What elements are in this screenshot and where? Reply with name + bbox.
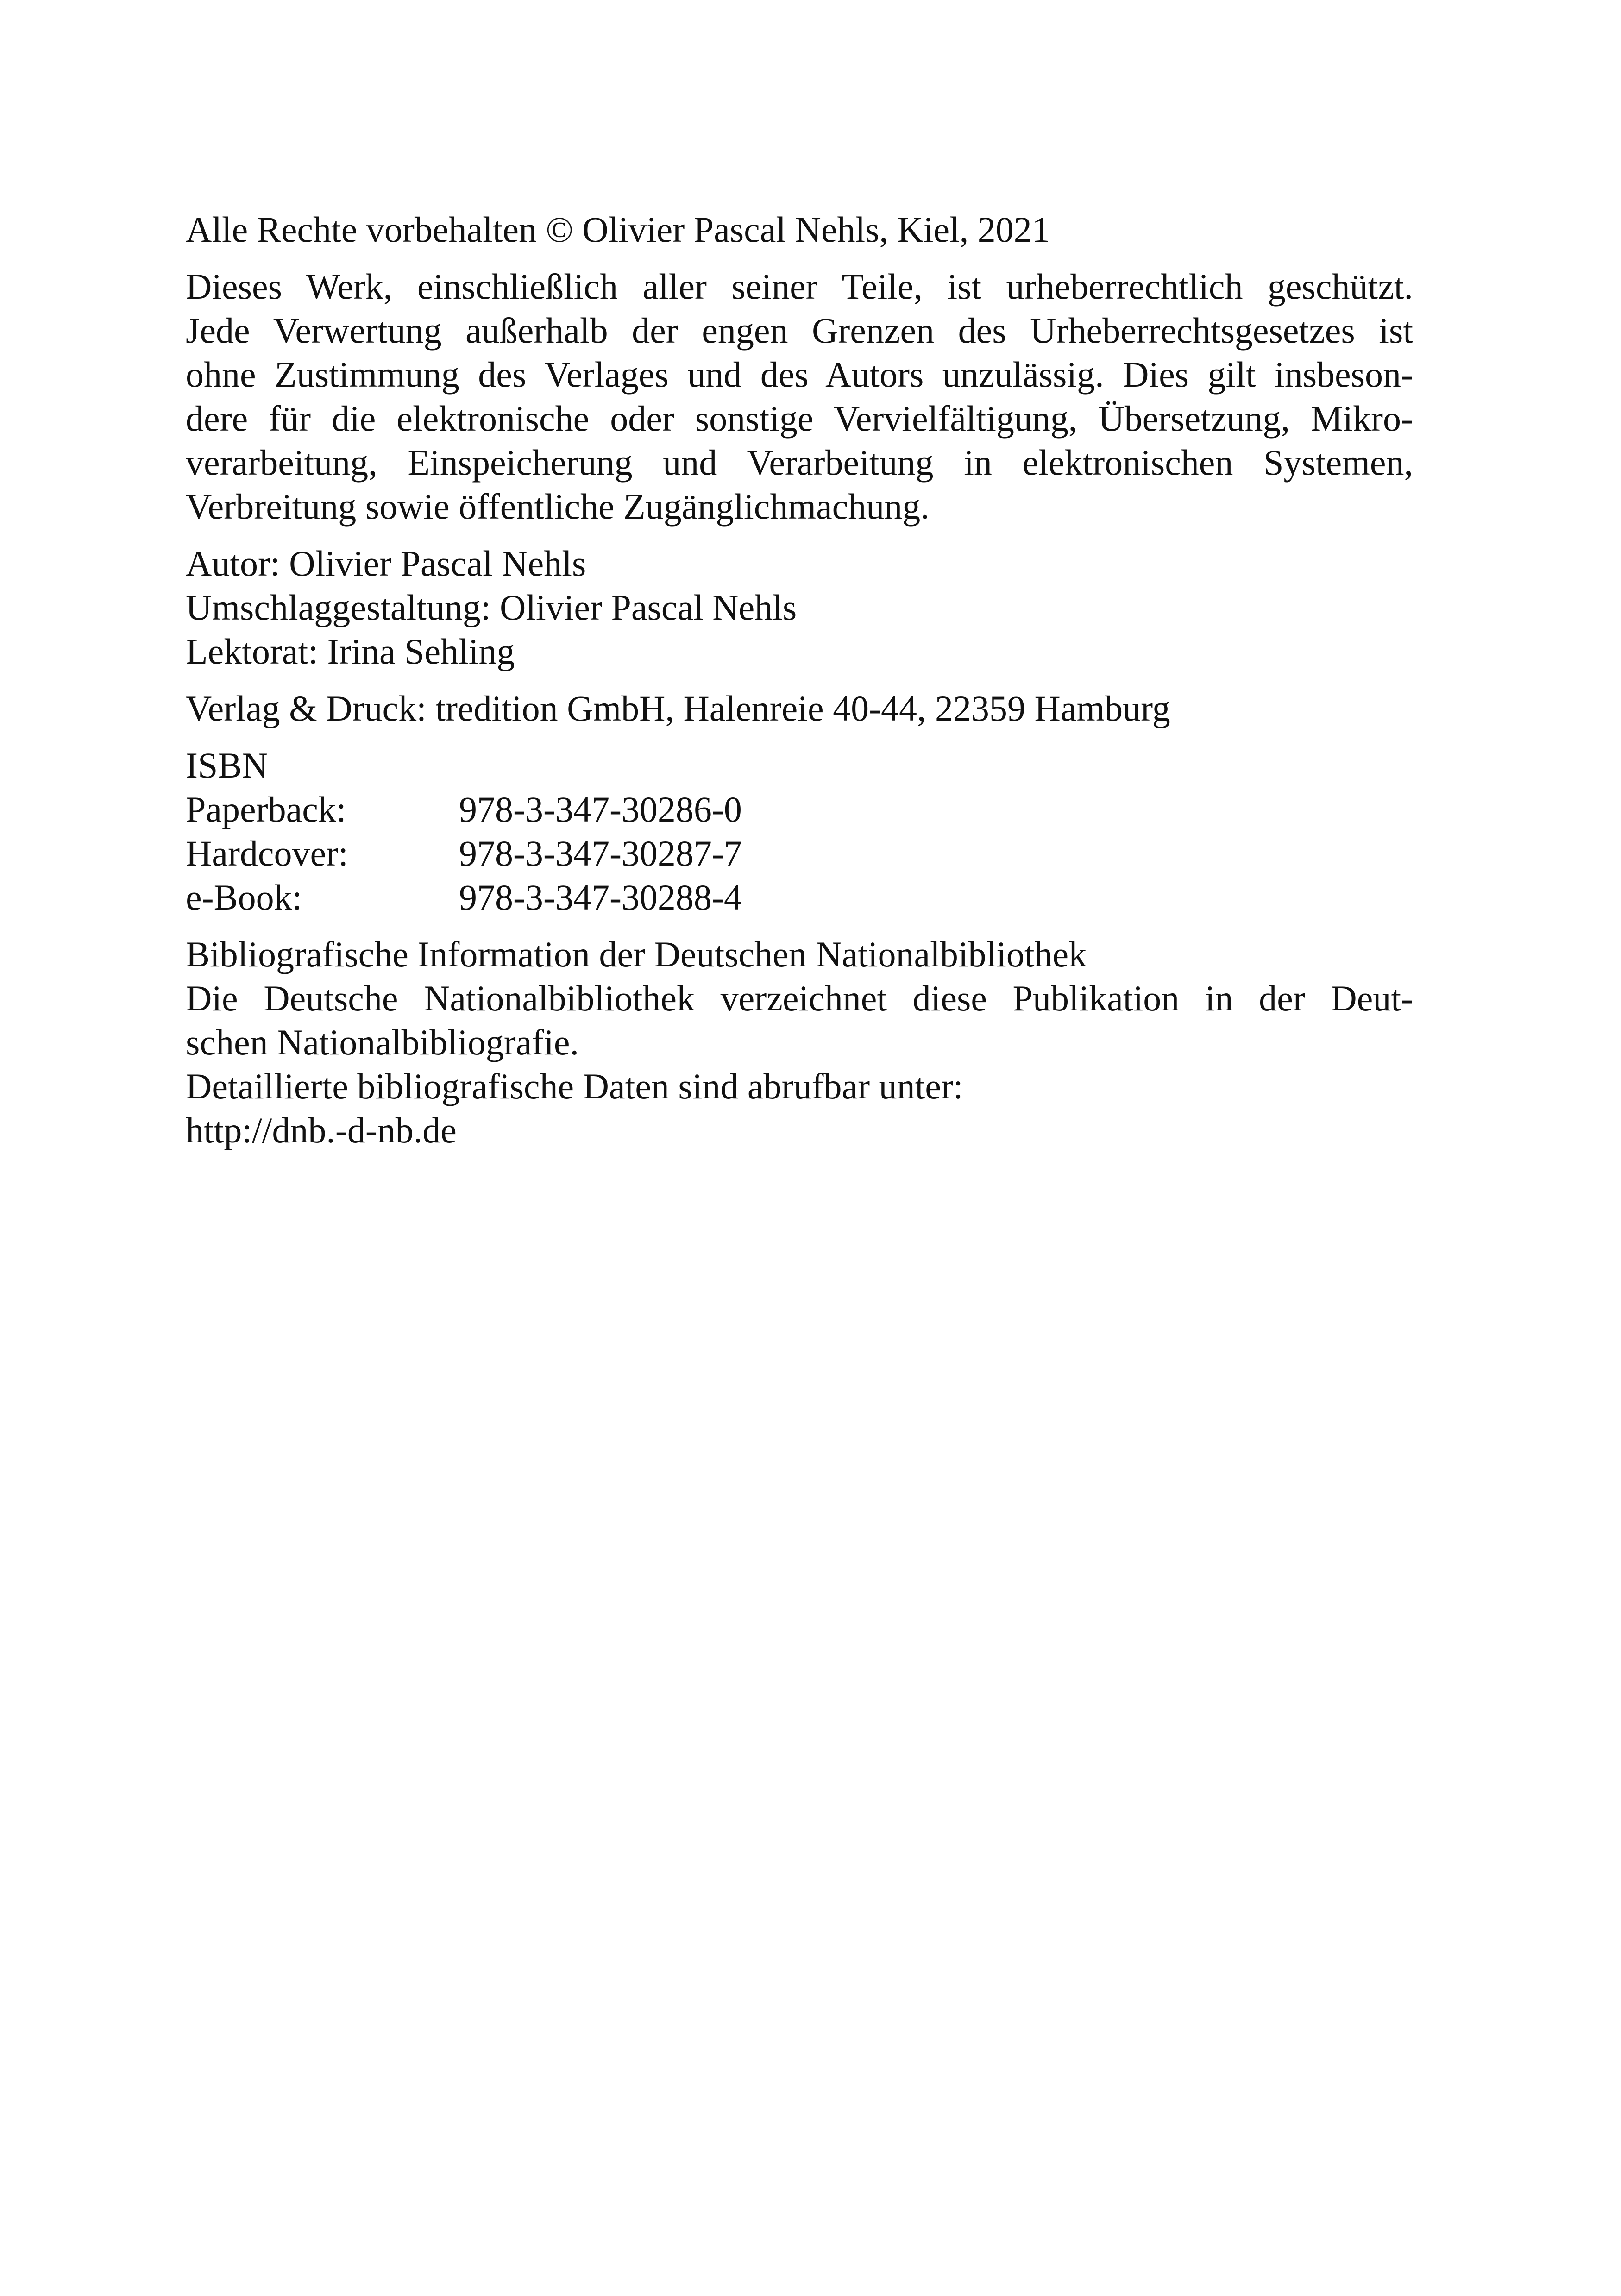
isbn-label: Hardcover: bbox=[186, 833, 348, 873]
credits-block bbox=[186, 541, 1413, 673]
isbn-row-ebook bbox=[186, 875, 1413, 919]
dnb-url-link[interactable]: http://dnb.-d-nb.de bbox=[186, 1110, 457, 1150]
isbn-heading: ISBN bbox=[186, 745, 268, 785]
rights-line: Verbreitung sowie öffentliche Zugänglichmachung. bbox=[186, 486, 930, 527]
isbn-number: 978-3-347-30288-4 bbox=[459, 877, 742, 917]
publisher-block bbox=[186, 686, 1413, 730]
bibliographic-heading: Bibliografische Information der Deutschen Nationalbibliothek bbox=[186, 934, 1087, 974]
isbn-block bbox=[186, 743, 1413, 919]
bibliographic-line: Die Deutsche Nationalbibliothek verzeichnet diese Publikation in der Deut- bbox=[186, 978, 1413, 1018]
publisher-line: Verlag & Druck: tredition GmbH, Halenreie 40-44, 22359 Hamburg bbox=[186, 688, 1170, 728]
cover-design-credit: Umschlaggestaltung: Olivier Pascal Nehls bbox=[186, 587, 797, 627]
bibliographic-line: schen Nationalbibliografie. bbox=[186, 1022, 579, 1062]
copyright-line: Alle Rechte vorbehalten © Olivier Pascal Nehls, Kiel, 2021 bbox=[186, 209, 1050, 250]
rights-line: verarbeitung, Einspeicherung und Verarbeitung in elektronischen Systemen, bbox=[186, 442, 1413, 483]
isbn-row-paperback bbox=[186, 787, 1413, 831]
bibliographic-block bbox=[186, 932, 1413, 1152]
isbn-number: 978-3-347-30287-7 bbox=[459, 833, 742, 873]
isbn-label: Paperback: bbox=[186, 789, 346, 829]
isbn-label: e-Book: bbox=[186, 877, 302, 917]
rights-line: dere für die elektronische oder sonstige Vervielfältigung, Übersetzung, Mikro- bbox=[186, 398, 1413, 439]
bibliographic-line: Detaillierte bibliografische Daten sind abrufbar unter: bbox=[186, 1066, 963, 1106]
rights-line: ohne Zustimmung des Verlages und des Autors unzulässig. Dies gilt insbeson- bbox=[186, 354, 1413, 395]
author-credit: Autor: Olivier Pascal Nehls bbox=[186, 543, 586, 583]
rights-paragraph bbox=[186, 264, 1413, 528]
imprint-page bbox=[186, 207, 1413, 1152]
rights-line: Jede Verwertung außerhalb der engen Grenzen des Urheberrechtsgesetzes ist bbox=[186, 310, 1413, 351]
rights-line: Dieses Werk, einschließlich aller seiner Teile, ist urheberrechtlich geschützt. bbox=[186, 266, 1413, 307]
editing-credit: Lektorat: Irina Sehling bbox=[186, 631, 515, 671]
isbn-number: 978-3-347-30286-0 bbox=[459, 789, 742, 829]
isbn-row-hardcover bbox=[186, 831, 1413, 875]
copyright-notice bbox=[186, 207, 1413, 251]
